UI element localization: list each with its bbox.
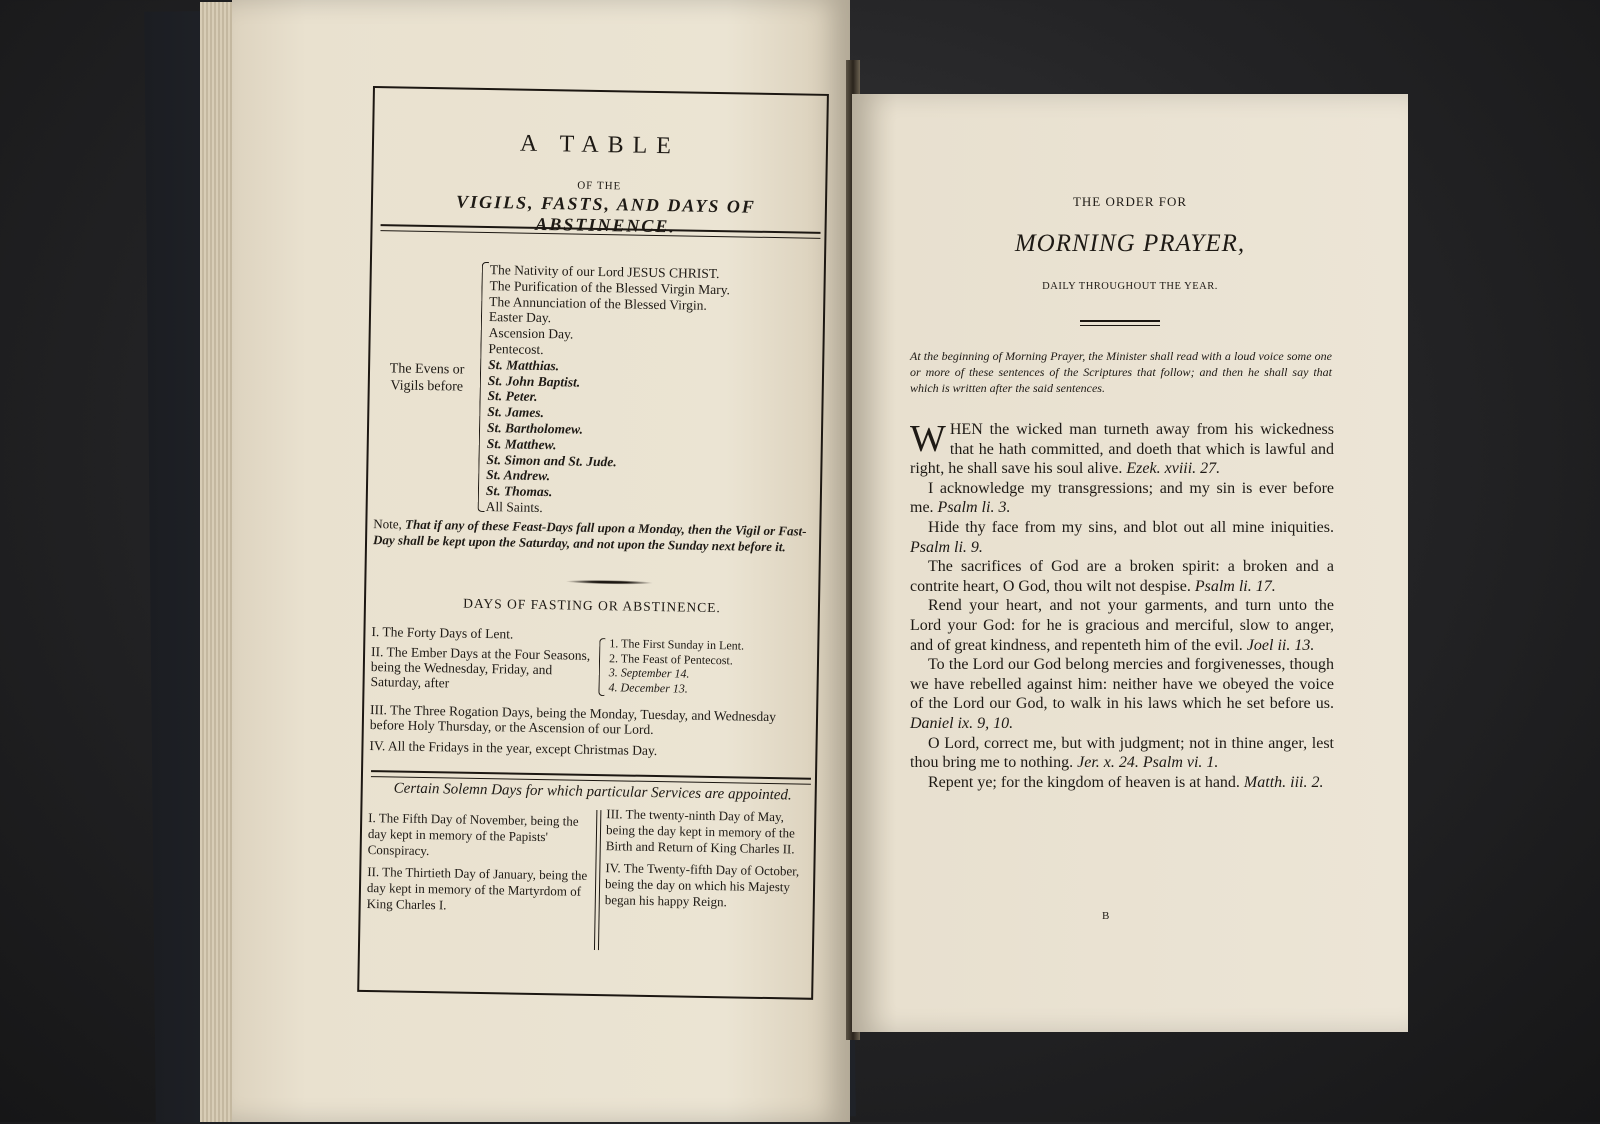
list-item: 2. The Feast of Pentecost. xyxy=(608,650,733,667)
scripture-sentences xyxy=(910,420,1334,792)
list-item: St. Bartholomew. xyxy=(486,420,584,437)
sentence: Rend your heart, and not your garments, and turn unto the Lord your God: for he is gracious and merciful, slow to anger, and of great kindness, and repenteth him of the evil. Joel ii. 13. xyxy=(910,597,1334,654)
sentence: Hide thy face from my sins, and blot out all mine iniquities. Psalm li. 9. xyxy=(910,518,1334,556)
fasting-item: III. The Three Rogation Days, being the Monday, Tuesday, and Wednesday before Holy Thursday, or the Ascension of our Lord. xyxy=(369,702,777,737)
list-item: 3. September 14. xyxy=(608,665,690,681)
solemn-right-column xyxy=(605,806,807,911)
list-item: Pentecost. xyxy=(488,341,544,357)
sentence: Repent ye; for the kingdom of heaven is at hand. Matth. iii. 2. xyxy=(928,773,1324,791)
sentence: The sacrifices of God are a broken spirit: a broken and a contrite heart, O God, thou wilt not despise. Psalm li. 17. xyxy=(910,558,1334,595)
table-title-of-the: OF THE xyxy=(577,179,622,193)
signature-mark: B xyxy=(1102,910,1110,922)
list-item: III. The twenty-ninth Day of May, being the day kept in memory of the Birth and Return of King Charles II. xyxy=(605,806,795,857)
list-item: 1. The First Sunday in Lent. xyxy=(609,636,745,653)
fasting-item: I. The Forty Days of Lent. xyxy=(371,624,514,642)
sentence: I acknowledge my transgressions; and my sin is ever before me. Psalm li. 3. xyxy=(910,479,1334,517)
solemn-left-column xyxy=(367,810,591,916)
sentence: To the Lord our God belong mercies and forgivenesses, though we have rebelled against him: neither have we obeyed the voice of the Lord our God, to walk in his laws which he set before us. Daniel ix. 9, 10. xyxy=(910,656,1334,732)
reference: Daniel ix. 9, 10. xyxy=(910,714,1014,732)
rubric xyxy=(910,348,1332,396)
list-item: St. Andrew. xyxy=(486,467,551,484)
fasting-heading: DAYS OF FASTING OR ABSTINENCE. xyxy=(463,595,721,616)
sentence: O Lord, correct me, but with judgment; not in thine anger, lest thou bring me to nothing. Jer. x. 24. Psalm vi. 1. xyxy=(910,734,1334,772)
solemn-heading: Certain Solemn Days for which particular Services are appointed. xyxy=(393,780,792,804)
ember-list xyxy=(608,636,809,697)
reference: Psalm li. 17. xyxy=(1194,577,1276,595)
list-item: St. Peter. xyxy=(487,388,538,405)
evens-label: The Evens or Vigils before xyxy=(389,361,465,395)
table-subtitle: VIGILS, FASTS, AND DAYS OF ABSTINENCE. xyxy=(455,191,757,237)
note-label: Note, xyxy=(373,516,403,532)
left-page xyxy=(232,0,850,1122)
list-item: The Purification of the Blessed Virgin Mary. xyxy=(489,277,731,298)
list-item: I. The Fifth Day of November, being the day kept in memory of the Papists' Conspiracy. xyxy=(367,810,579,859)
reference: Psalm li. 3. xyxy=(937,499,1011,517)
list-item: Easter Day. xyxy=(488,309,552,326)
reference: Jer. x. 24. Psalm vi. 1. xyxy=(1077,754,1219,772)
drop-cap: W xyxy=(910,418,946,460)
order-for-heading: THE ORDER FOR xyxy=(1072,194,1188,209)
right-page xyxy=(852,94,1408,1032)
list-item: All Saints. xyxy=(485,498,543,515)
page-title: MORNING PRAYER, xyxy=(1014,230,1246,257)
rubric-text: At the beginning of Morning Prayer, the Minister shall read with a loud voice some one or more of these sentences of the Scriptures that follow; and then he shall say that which is written after the said sentences. xyxy=(910,349,1332,395)
list-item: St. Thomas. xyxy=(485,483,553,500)
feast-list xyxy=(486,262,790,520)
table-frame xyxy=(357,86,829,1000)
double-rule xyxy=(1080,320,1160,326)
table-title: A TABLE xyxy=(519,130,681,160)
fasting-item: IV. All the Fridays in the year, except Christmas Day. xyxy=(369,738,658,759)
list-item: St. John Baptist. xyxy=(487,372,581,390)
reference: Ezek. xviii. 27. xyxy=(1126,460,1221,478)
ornament-rule xyxy=(566,579,652,585)
ember-bracket xyxy=(598,638,605,696)
column-divider xyxy=(594,810,601,950)
feast-note xyxy=(373,516,813,556)
page-subtitle: DAILY THROUGHOUT THE YEAR. xyxy=(1042,281,1218,292)
list-item: 4. December 13. xyxy=(608,679,688,696)
list-item: St. Matthew. xyxy=(486,435,557,453)
list-item: The Annunciation of the Blessed Virgin. xyxy=(489,293,708,313)
list-item: Ascension Day. xyxy=(488,325,574,342)
list-item: St. James. xyxy=(487,404,545,421)
fasting-item: II. The Ember Days at the Four Seasons, being the Wednesday, Friday, and Saturday, after xyxy=(370,644,591,691)
list-item: St. Simon and St. Jude. xyxy=(486,451,617,469)
note-text: That if any of these Feast-Days fall upon a Monday, then the Vigil or Fast-Day shall be kept upon the Saturday, and not upon the Sunday next before it. xyxy=(372,516,807,555)
sentence: WHEN the wicked man turneth away from his wickedness that he hath committed, and doeth that which is lawful and right, he shall save his soul alive. Ezek. xviii. 27. xyxy=(910,418,1334,478)
reference: Psalm li. 9. xyxy=(910,538,983,556)
reference: Joel ii. 13. xyxy=(1246,636,1315,654)
list-item: St. Matthias. xyxy=(488,356,560,374)
reference: Matth. iii. 2. xyxy=(1243,773,1324,791)
list-item: The Nativity of our Lord JESUS CHRIST. xyxy=(489,262,720,282)
list-item: II. The Thirtieth Day of January, being the day kept in memory of the Martyrdom of King Charles I. xyxy=(366,864,588,913)
list-item: IV. The Twenty-fifth Day of October, being the day on which his Majesty began his happy Reign. xyxy=(604,860,800,910)
